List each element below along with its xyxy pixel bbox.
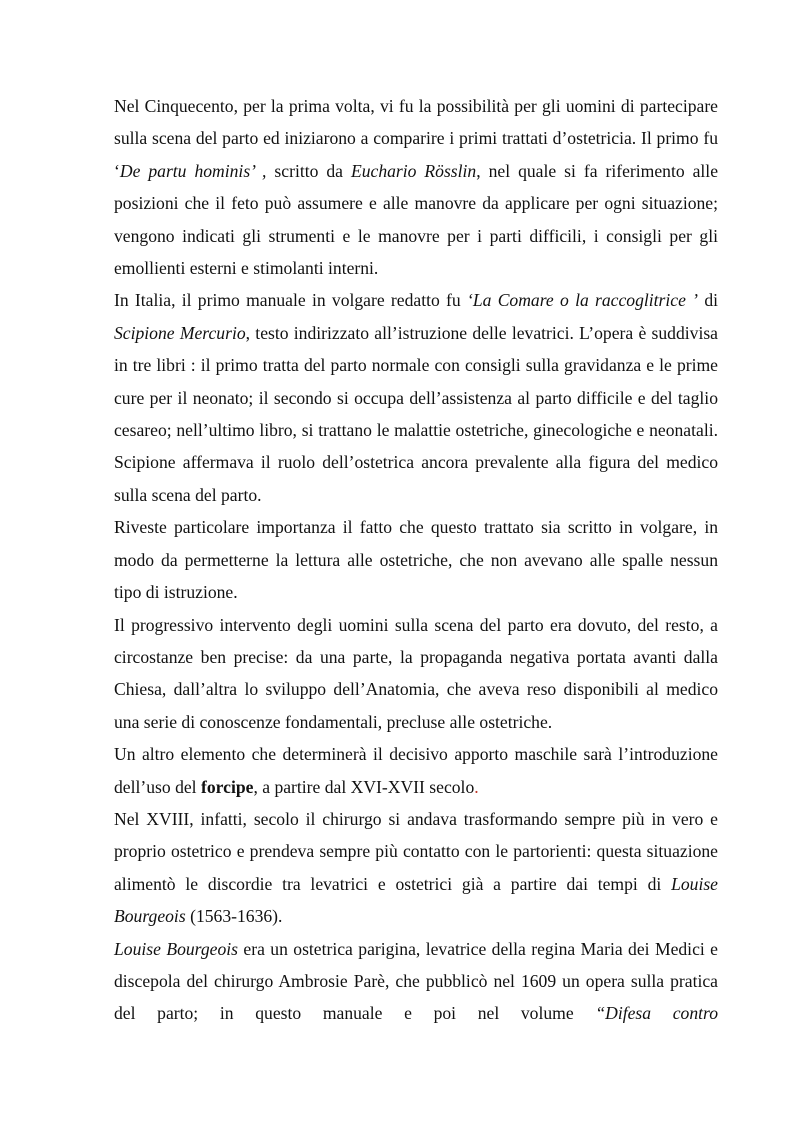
text-span: , testo indirizzato all’istruzione delle levatrici. L’opera è suddivisa in tre libri : il primo tratta del parto normale con consigli sulla gravidanza e le prime cure per il neonato; il secondo si occupa dell’assistenza al parto difficile e del taglio cesareo; nell’ultimo libro, si trattano le malattie ostetriche, ginecologiche e neonatali. Scipione affermava il ruolo dell’ostetrica ancora prevalente alla figura del medico sulla scena del parto. <box>114 322 718 505</box>
paragraph-volgare: Riveste particolare importanza il fatto che questo trattato sia scritto in volgare, in modo da permetterne la lettura alle ostetriche, che non avevano alle spalle nessun tipo di istruzione. <box>114 517 718 603</box>
red-period: . <box>474 776 479 797</box>
text-span: Un altro elemento che determinerà il decisivo apporto maschile sarà l’introduzione dell’uso del <box>114 744 718 797</box>
paragraph-cinquecento <box>114 90 718 284</box>
italic-name-bourgeois: Louise Bourgeois <box>114 873 718 927</box>
text-span: In Italia, il primo manuale in volgare redatto fu <box>114 290 467 311</box>
paragraph-louise-bourgeois <box>114 933 718 1030</box>
text-span: di <box>698 290 719 311</box>
bold-term-forcipe: forcipe <box>200 776 254 797</box>
italic-author-mercurio: Scipione Mercurio <box>114 322 246 343</box>
paragraph-italia <box>114 284 718 511</box>
text-span: , nel quale si fa riferimento alle posizioni che il feto può assumere e alle manovre da applicare per ogni situazione; vengono indicati gli strumenti e le manovre per i parti difficili, i consigli per gli emollienti esterni e stimolanti interni. <box>114 160 718 279</box>
text-span: , a partire dal XVI-XVII secolo <box>253 776 475 797</box>
text-span: era un ostetrica parigina, levatrice della regina Maria dei Medici e discepola del chirurgo Ambrosie Parè, che pubblicò nel 1609 un opera sulla pratica del parto; in questo manuale e poi nel volume <box>114 938 718 1024</box>
text-span: scritto da <box>266 160 351 181</box>
paragraph-forcipe <box>114 738 718 803</box>
text-span: Nel XVIII, infatti, secolo il chirurgo si andava trasformando sempre più in vero e proprio ostetrico e prendeva sempre più contatto con le partorienti: questa situazione alimentò le discordie tra levatrici e ostetrici già a partire dai tempi di <box>114 808 718 894</box>
text-span: Nel Cinquecento, per la prima volta, vi fu la possibilità per gli uomini di partecipare sulla scena del parto ed iniziarono a comparire i primi trattati d’ostetricia. Il primo fu ‘ <box>114 96 718 181</box>
italic-title-de-partu-hominis: De partu hominis’ , <box>119 160 267 181</box>
text-span: (1563-1636). <box>185 906 283 927</box>
italic-author-rosslin: Euchario Rösslin <box>350 160 477 181</box>
paragraph-progressivo-intervento: Il progressivo intervento degli uomini sulla scena del parto era dovuto, del resto, a circostanze ben precise: da una parte, la propaganda negativa portata avanti dalla Chiesa, dall’altra lo sviluppo dell’Anatomia, che aveva reso disponibili al medico una serie di conoscenze fondamentali, precluse alle ostetriche. <box>114 614 718 732</box>
italic-name-bourgeois: Louise Bourgeois <box>114 938 238 959</box>
body-text <box>114 90 718 1030</box>
paragraph-xviii-secolo <box>114 803 718 933</box>
italic-title-la-comare: ‘La Comare o la raccoglitrice ’ <box>466 290 699 311</box>
italic-title-difesa-contro: “Difesa contro <box>595 1003 718 1024</box>
